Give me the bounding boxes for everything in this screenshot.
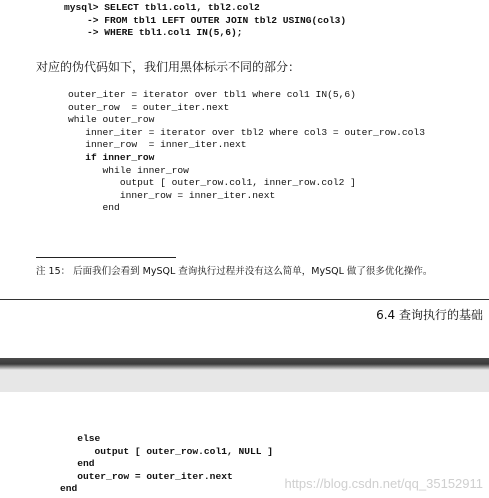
code-line: while outer_row bbox=[68, 114, 155, 126]
page-header-rule bbox=[0, 299, 489, 300]
code-line: end bbox=[60, 458, 95, 470]
footnote: 注 15： 后面我们会看到 MySQL 查询执行过程并没有这么简单，MySQL 做了很多优化操作。 bbox=[36, 266, 433, 277]
code-line: inner_row = inner_iter.next bbox=[68, 139, 247, 151]
code-line: output [ outer_row.col1, inner_row.col2 ] bbox=[68, 177, 356, 189]
running-head: 6.4 查询执行的基础 bbox=[376, 308, 483, 322]
code-line-bold: if inner_row bbox=[68, 151, 155, 163]
code-line: inner_iter = iterator over tbl2 where col3 = outer_row.col3 bbox=[68, 126, 425, 138]
page-gap bbox=[0, 358, 489, 392]
code-line: outer_row = outer_iter.next bbox=[60, 470, 233, 482]
sql-line: -> FROM tbl1 LEFT OUTER JOIN tbl2 USING(col3) bbox=[64, 14, 347, 26]
pseudo-code-block bbox=[68, 89, 425, 215]
footnote-divider bbox=[36, 257, 176, 258]
sql-line: mysql> SELECT tbl1.col1, tbl2.col2 bbox=[64, 2, 260, 13]
code-line: outer_row = outer_iter.next bbox=[68, 101, 230, 113]
body-paragraph: 对应的伪代码如下，我们用黑体标示不同的部分： bbox=[36, 60, 301, 74]
code-line: end bbox=[68, 202, 120, 214]
code-line: outer_iter = iterator over tbl1 where col1 IN(5,6) bbox=[68, 89, 356, 100]
code-line: output [ outer_row.col1, NULL ] bbox=[60, 445, 274, 457]
continued-code-block bbox=[60, 433, 273, 496]
sql-line: -> WHERE tbl1.col1 IN(5,6); bbox=[64, 27, 243, 39]
sql-query-block bbox=[64, 2, 346, 40]
watermark: https://blog.csdn.net/qq_35152911 bbox=[284, 476, 483, 491]
code-line: else bbox=[60, 433, 101, 444]
code-line: inner_row = inner_iter.next bbox=[68, 189, 276, 201]
code-line: end bbox=[60, 483, 78, 495]
code-line: while inner_row bbox=[68, 164, 189, 176]
